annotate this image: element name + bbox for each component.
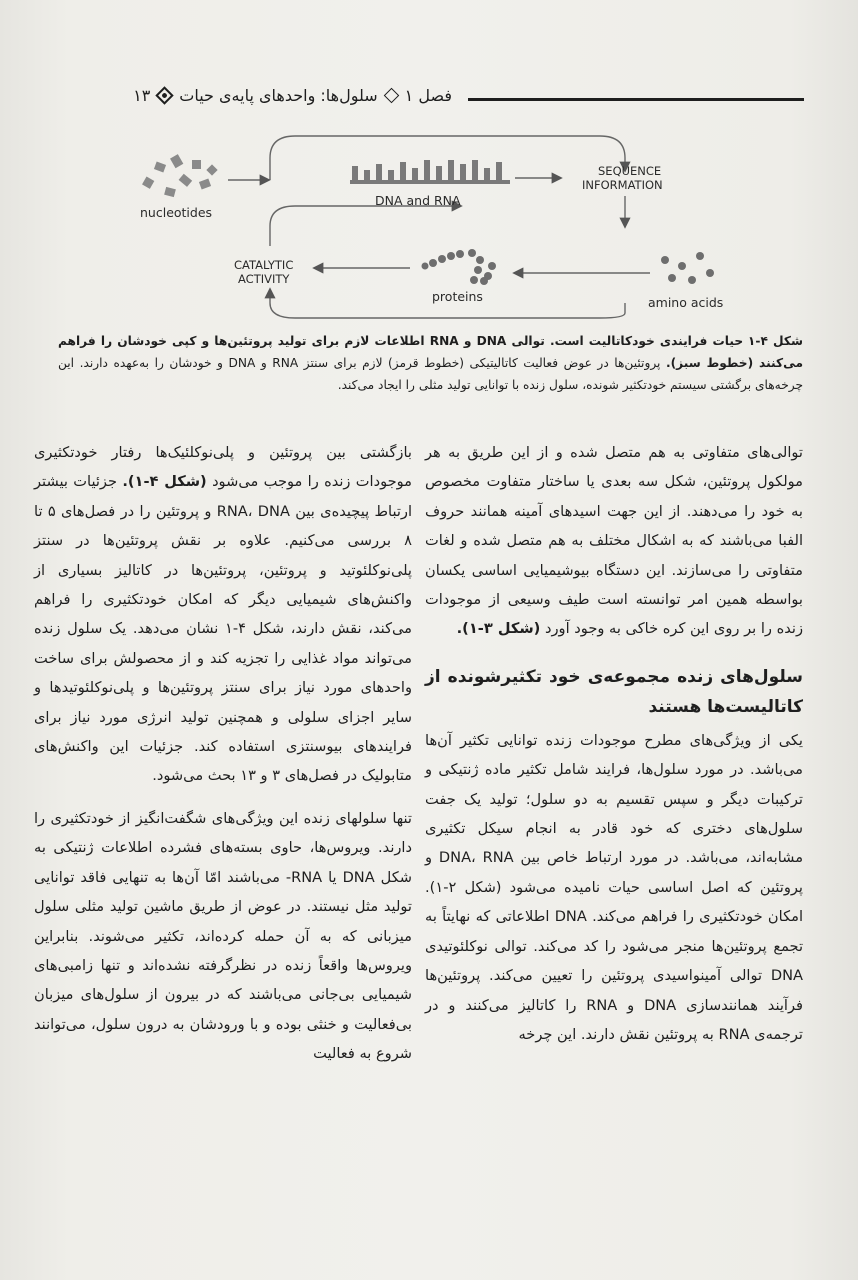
caption-title: حیات فرایندی خودکاتالیت است. توالی DNA و RNA اطلاعات لازم برای تولید پروتئین‌ها و کپی خودشان را فراهم می‌کنند (خطوط سبز). bbox=[58, 334, 803, 370]
chapter-title: سلول‌ها: واحدهای پایه‌ی حیات bbox=[179, 86, 378, 105]
header-rule bbox=[468, 98, 804, 101]
figure-caption bbox=[58, 330, 803, 396]
left-paragraph-2: تنها سلولهای زنده این ویژگی‌های شگفت‌انگیز از خودتکثیری را دارند. ویروس‌ها، حاوی بسته‌های فشرده اطلاعات ژنتیکی به شکل DNA یا RNA- می‌باشند امّا آن‌ها به تنهایی فاقد توانایی تولید مثل نیستند. در عوض از طریق ماشین تولید مثلی سلول میزبانی که به آن حمله کرده‌اند، تکثیر می‌شوند. بنابراین ویروس‌ها واقعاً زنده در نظرگرفته نشده‌اند و تنها زامبی‌های شیمیایی بی‌جانی می‌باشند که در بیرون از سلول‌های میزبان بی‌فعالیت و خنثی بوده و با ورودشان به درون سلول، می‌توانند شروع به فعالیت bbox=[34, 809, 412, 1063]
caption-label: شکل ۴-۱ bbox=[747, 334, 803, 348]
right-column bbox=[425, 438, 803, 1049]
label-proteins: proteins bbox=[432, 289, 483, 304]
label-amino-acids: amino acids bbox=[648, 295, 724, 310]
right-p1-text: توالی‌های متفاوتی به هم متصل شده و از این طریق به هر مولکول پروتئین، شکل سه بعدی یا ساختار متفاوت مخصوص به خود را می‌دهند. از این جهت اسیدهای آمینه همانند حروف الفبا می‌باشند که به اشکال مختلف به هم متصل شده و لغات متفاوتی را می‌سازند. این دستگاه بیوشیمیایی اساسی یکسان بواسطه همین امر توانسته است طیف وسیعی از موجودات زنده را بر روی این کره خاکی به وجود آورد bbox=[425, 444, 803, 638]
diamond-outline-icon bbox=[383, 88, 399, 104]
nucleotide-blocks bbox=[142, 154, 218, 197]
label-sequence: SEQUENCE bbox=[598, 164, 662, 178]
left-p1-text-b: جزئیات بیشتر ارتباط پیچیده‌ی بین RNA، DNA و پروتئین را در فصل‌های ۵ تا ۸ بررسی می‌کنیم. علاوه بر نقش پروتئین‌ها در سنتز پلی‌نوکلئوتید و پروتئین، پروتئین‌ها در کاتالیز بسیاری از واکنش‌های شیمیایی دیگر که امکان خودتکثیری را فراهم می‌کند، نقش دارند، شکل ۴-۱ نشان می‌دهد. یک سلول زنده می‌تواند مواد غذایی را تجزیه کند و از محصولش برای ساخت واحدهای مورد نیاز برای سنتز پروتئین‌ها و پلی‌نوکلئوتیدها و سایر اجزای سلولی و همچنین تولید انرژی مورد نیاز برای فرایندهای بیوسنتزی استفاده کند. جزئیات این واکنش‌های متابولیک در فصل‌های ۳ و ۱۳ بحث می‌شود. bbox=[34, 473, 413, 785]
left-p1-text-a: بازگشتی بین پروتئین و پلی‌نوکلئیک‌ها رفتار خودتکثیری موجودات زنده را موجب می‌شود bbox=[34, 444, 413, 491]
running-head bbox=[42, 86, 452, 105]
figure-1-4-diagram bbox=[120, 118, 760, 323]
label-nucleotides: nucleotides bbox=[140, 205, 213, 220]
label-activity: ACTIVITY bbox=[238, 272, 290, 286]
right-paragraph-1 bbox=[425, 438, 803, 644]
label-dna-rna: DNA and RNA bbox=[375, 193, 461, 208]
diamond-filled-icon bbox=[156, 86, 174, 104]
section-heading: سلول‌های زنده مجموعه‌ی خود تکثیرشونده از کاتالیست‌ها هستند bbox=[425, 666, 803, 717]
bottom-loop-line bbox=[270, 206, 460, 246]
amino-acid-dots bbox=[661, 252, 714, 284]
caption-body: پروتئین‌ها در عوض فعالیت کاتالیتیکی (خطوط قرمز) لازم برای سنتز RNA و DNA و خودشان را به‌عهده دارند. این چرخه‌های برگشتی سیستم خودتکثیر شونده، سلول زنده با توانایی تولید مثلی را ایجاد می‌کند. bbox=[58, 356, 803, 392]
left-p1-figure-ref: (شکل ۴-۱). bbox=[122, 473, 207, 491]
protein-beads bbox=[422, 249, 497, 285]
right-paragraph-2: یکی از ویژگی‌های مطرح موجودات زنده توانایی تکثیر آن‌ها می‌باشد. در مورد سلول‌ها، فرایند شامل تکثیر ماده ژنتیکی و ترکیبات دیگر و سپس تقسیم به دو سلول؛ تولید یک جفت سلول‌های دختری که خود قادر به انجام سیکل تکثیری مشابه‌اند، می‌باشد. در مورد ارتباط خاص بین DNA، RNA و پروتئین که اصل اساسی حیات نامیده می‌شود (شکل ۲-۱). امکان خودتکثیری را فراهم می‌کند. DNA اطلاعاتی که نهایتاً به تجمع پروتئین‌ها منجر می‌شود را کد می‌کند. توالی نوکلئوتیدی DNA توالی آمینواسیدی پروتئین را تعیین می‌کند. پروتئین‌ها فرآیند همانندسازی DNA و RNA را کاتالیز می‌کنند و در ترجمه‌ی RNA به پروتئین نقش دارند. این چرخه bbox=[425, 731, 804, 1043]
top-loop-line bbox=[270, 136, 625, 180]
label-catalytic: CATALYTIC bbox=[234, 258, 294, 272]
right-p1-figure-ref: (شکل ۳-۱). bbox=[456, 620, 541, 638]
dna-rna-strand bbox=[350, 160, 510, 184]
left-paragraph-1 bbox=[34, 438, 412, 791]
label-information: INFORMATION bbox=[582, 178, 663, 192]
left-column bbox=[34, 438, 412, 1069]
chapter-label: فصل ۱ bbox=[404, 86, 452, 105]
page-number: ۱۳ bbox=[133, 86, 151, 105]
